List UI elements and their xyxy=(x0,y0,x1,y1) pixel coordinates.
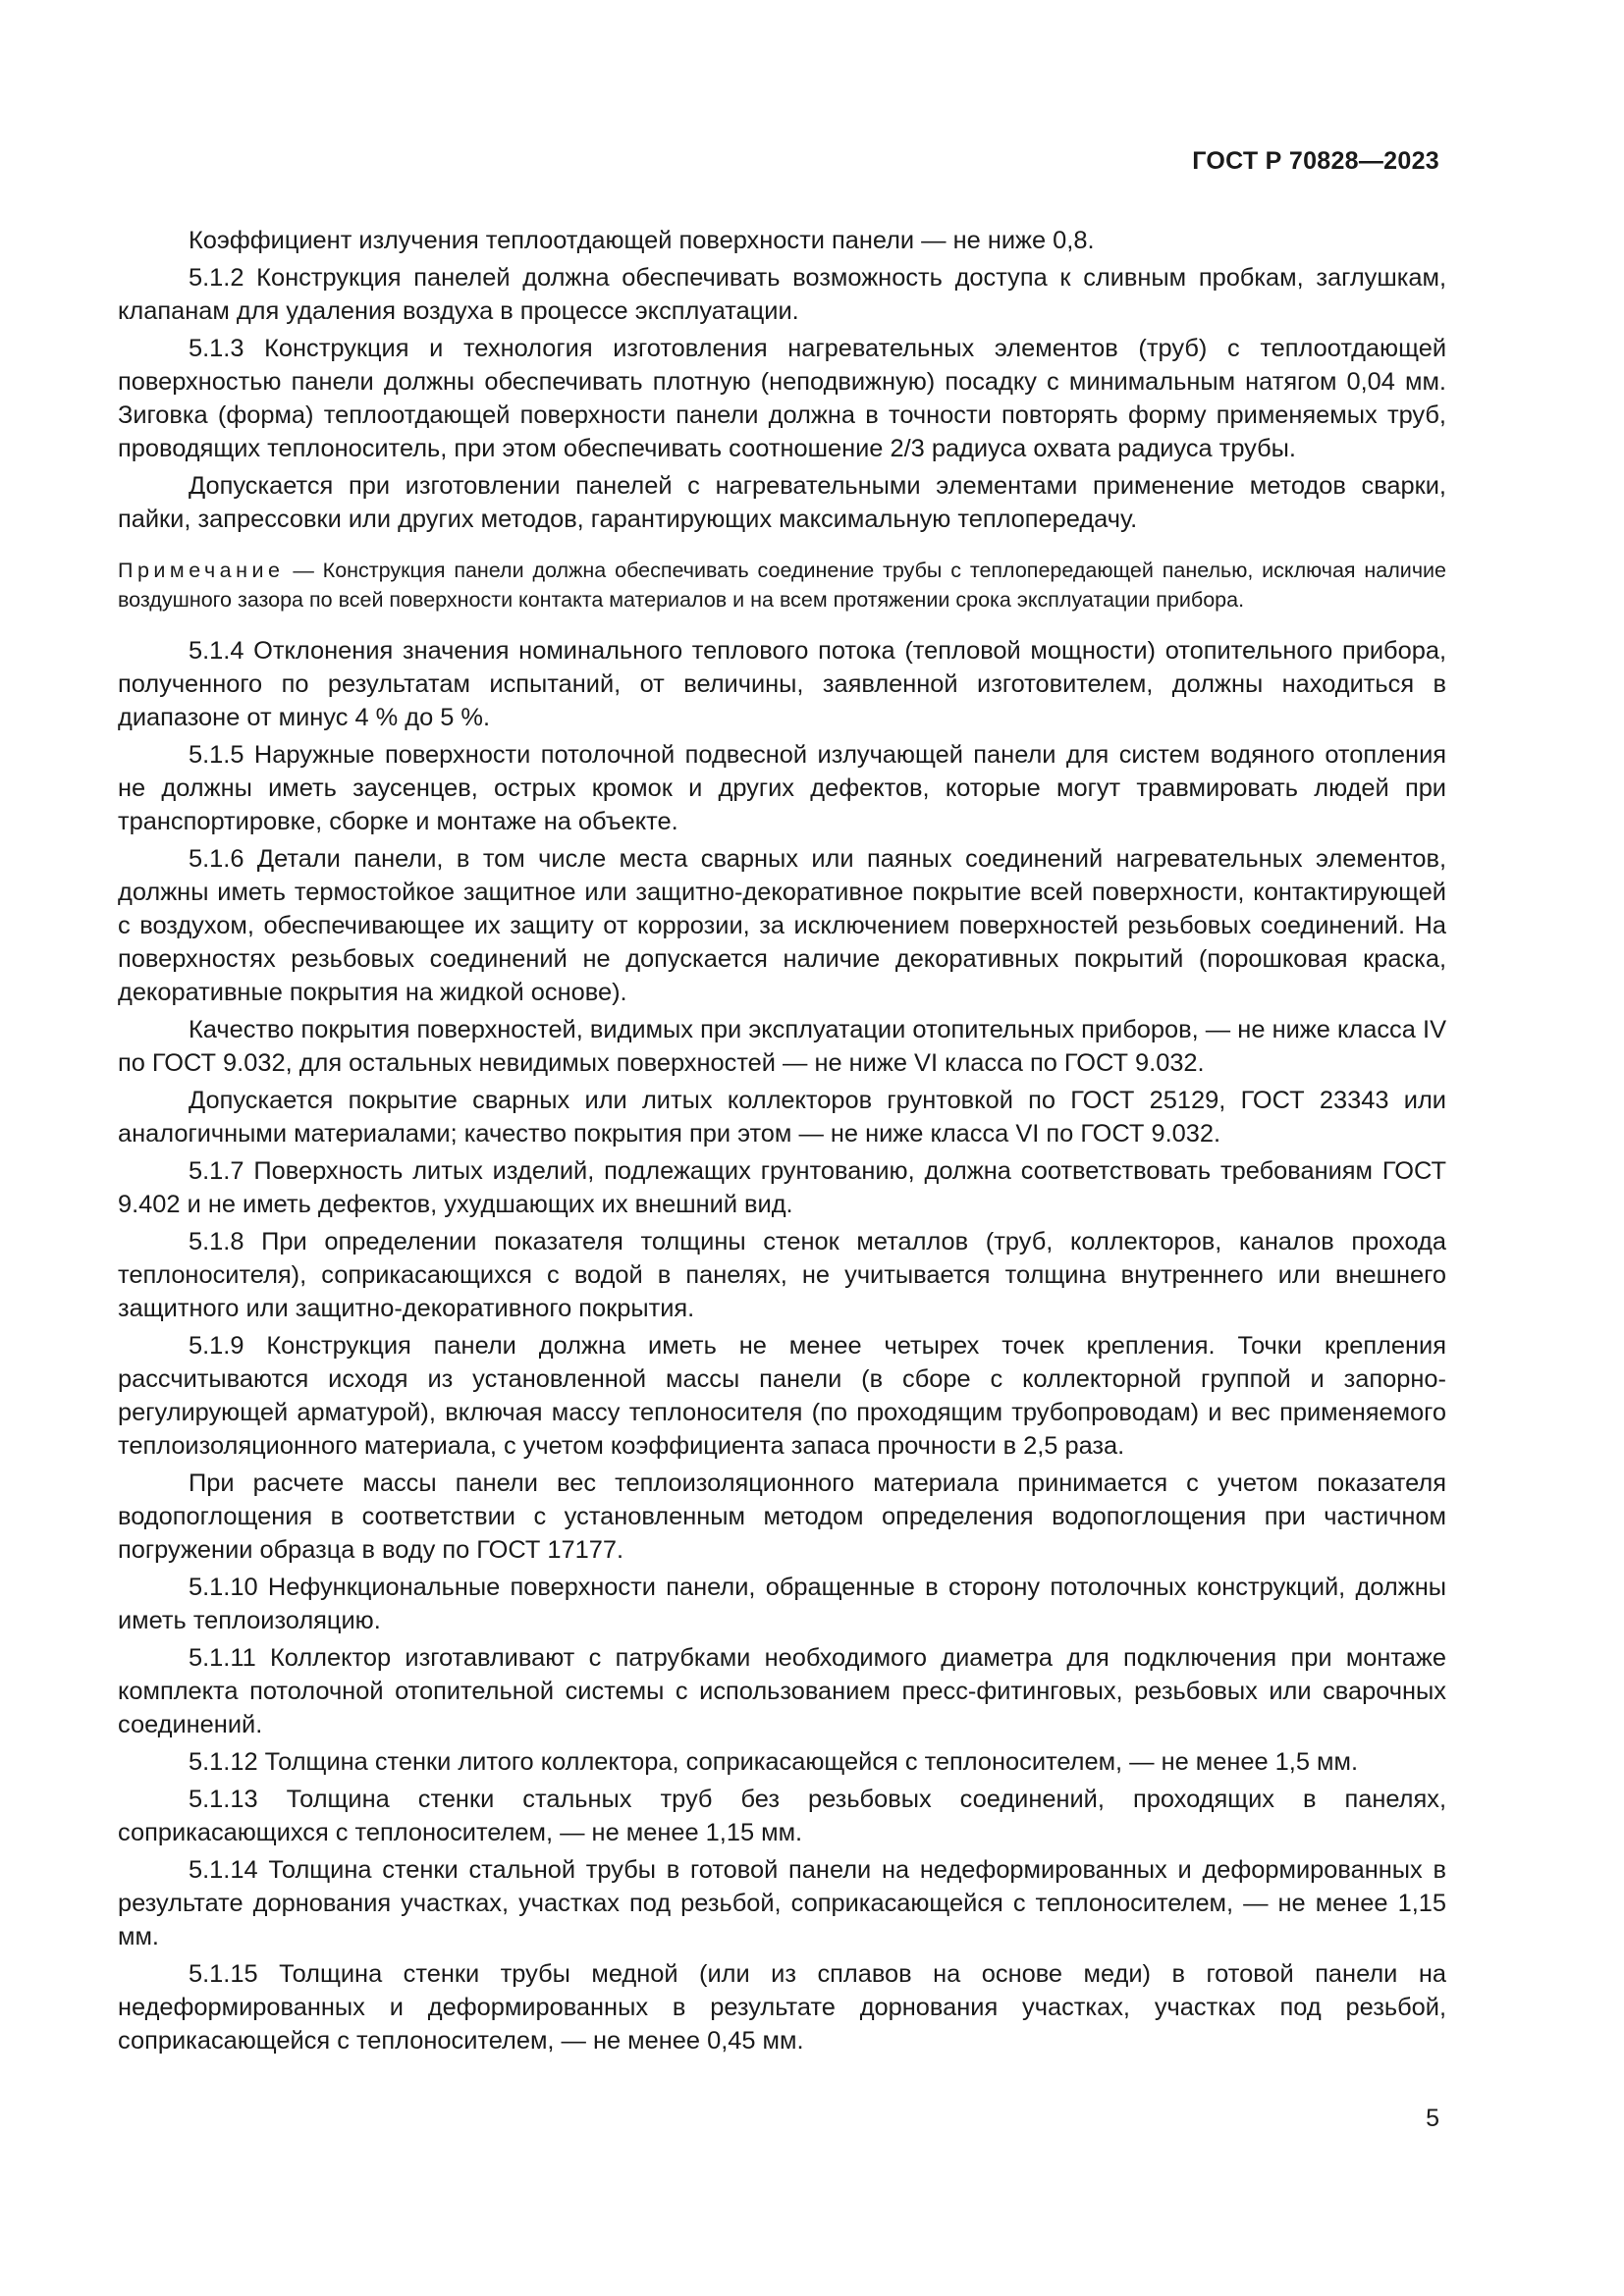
paragraph-5-1-14: 5.1.14 Толщина стенки стальной трубы в готовой панели на недеформированных и деформированных в результате дорнования участках, участках под резьбой, соприкасающейся с теплоносителем, — не менее 1,15 мм. xyxy=(118,1856,1446,1950)
paragraph-5-1-8: 5.1.8 При определении показателя толщины стенок металлов (труб, коллекторов, каналов прохода теплоносителя), соприкасающихся с водой в панелях, не учитывается толщина внутреннего или внешнего защитного или защитно-декоративного покрытия. xyxy=(118,1228,1446,1322)
paragraph-5-1-2: 5.1.2 Конструкция панелей должна обеспечивать возможность доступа к сливным пробкам, заглушкам, клапанам для удаления воздуха в процессе эксплуатации. xyxy=(118,264,1446,325)
page-number: 5 xyxy=(1426,2105,1439,2132)
paragraph-5-1-6: 5.1.6 Детали панели, в том числе места сварных или паяных соединений нагревательных элементов, должны иметь термостойкое защитное или защитно-декоративное покрытие всей поверхности, контактирующей с воздухом, обеспечивающее их защиту от коррозии, за исключением поверхностей резьбовых соединений. На поверхностях резьбовых соединений не допускается наличие декоративных покрытий (порошковая краска, декоративные покрытия на жидкой основе). xyxy=(118,845,1446,1006)
page-header-standard: ГОСТ Р 70828—2023 xyxy=(1192,147,1439,175)
paragraph-5-1-11: 5.1.11 Коллектор изготавливают с патрубками необходимого диаметра для подключения при монтаже комплекта потолочной отопительной системы с использованием пресс-фитинговых, резьбовых или сварочных соединений. xyxy=(118,1644,1446,1738)
paragraph-5-1-3: 5.1.3 Конструкция и технология изготовления нагревательных элементов (труб) с теплоотдающей поверхностью панели должны обеспечивать плотную (неподвижную) посадку с минимальным натягом 0,04 мм. Зиговка (форма) теплоотдающей поверхности панели должна в точности повторять форму применяемых труб, проводящих теплоноситель, при этом обеспечивать соотношение 2/3 радиуса охвата радиуса трубы. xyxy=(118,335,1446,462)
paragraph-5-1-15: 5.1.15 Толщина стенки трубы медной (или из сплавов на основе меди) в готовой панели на недеформированных и деформированных в результате дорнования участках, участках под резьбой, соприкасающейся с теплоносителем, — не менее 0,45 мм. xyxy=(118,1960,1446,2055)
note-text: — Конструкция панели должна обеспечивать соединение трубы с теплопередающей панелью, исключая наличие воздушного зазора по всей поверхности контакта материалов и на всем протяжении срока эксплуатации прибора. xyxy=(118,559,1446,612)
paragraph-5-1-4: 5.1.4 Отклонения значения номинального теплового потока (тепловой мощности) отопительного прибора, полученного по результатам испытаний, от величины, заявленной изготовителем, должны находиться в диапазоне от минус 4 % до 5 %. xyxy=(118,637,1446,731)
paragraph-5-1-13: 5.1.13 Толщина стенки стальных труб без резьбовых соединений, проходящих в панелях, соприкасающихся с теплоносителем, — не менее 1,15 мм. xyxy=(118,1786,1446,1846)
paragraph-mass-calculation: При расчете массы панели вес теплоизоляционного материала принимается с учетом показателя водопоглощения в соответствии с установленным методом определения водопоглощения при частичном погружении образца в воду по ГОСТ 17177. xyxy=(118,1469,1446,1564)
paragraph-5-1-9: 5.1.9 Конструкция панели должна иметь не менее четырех точек крепления. Точки крепления рассчитываются исходя из установленной массы панели (в сборе с коллекторной группой и запорно-регулирующей арматурой), включая массу теплоносителя (по проходящим трубопроводам) и вес применяемого теплоизоляционного материала, с учетом коэффициента запаса прочности в 2,5 раза. xyxy=(118,1332,1446,1460)
paragraph-primer-allowed: Допускается покрытие сварных или литых коллекторов грунтовкой по ГОСТ 25129, ГОСТ 23343 или аналогичными материалами; качество покрытия при этом — не ниже класса VI по ГОСТ 9.032. xyxy=(118,1087,1446,1148)
document-body xyxy=(118,224,1446,2057)
paragraph-5-1-7: 5.1.7 Поверхность литых изделий, подлежащих грунтованию, должна соответствовать требованиям ГОСТ 9.402 и не иметь дефектов, ухудшающих их внешний вид. xyxy=(118,1157,1446,1218)
note-block xyxy=(118,556,1446,614)
paragraph-coating-quality: Качество покрытия поверхностей, видимых при эксплуатации отопительных приборов, — не ниже класса IV по ГОСТ 9.032, для остальных невидимых поверхностей — не ниже VI класса по ГОСТ 9.032. xyxy=(118,1016,1446,1077)
paragraph-5-1-5: 5.1.5 Наружные поверхности потолочной подвесной излучающей панели для систем водяного отопления не должны иметь заусенцев, острых кромок и других дефектов, которые могут травмировать людей при транспортировке, сборке и монтаже на объекте. xyxy=(118,741,1446,835)
paragraph-methods-allowed: Допускается при изготовлении панелей с нагревательными элементами применение методов сварки, пайки, запрессовки или других методов, гарантирующих максимальную теплопередачу. xyxy=(118,472,1446,533)
paragraph-emissivity: Коэффициент излучения теплоотдающей поверхности панели — не ниже 0,8. xyxy=(189,227,1095,254)
paragraph-5-1-10: 5.1.10 Нефункциональные поверхности панели, обращенные в сторону потолочных конструкций, должны иметь теплоизоляцию. xyxy=(118,1574,1446,1634)
note-label: Примечание xyxy=(118,559,285,582)
paragraph-5-1-12: 5.1.12 Толщина стенки литого коллектора, соприкасающейся с теплоносителем, — не менее 1,5 мм. xyxy=(189,1748,1359,1776)
